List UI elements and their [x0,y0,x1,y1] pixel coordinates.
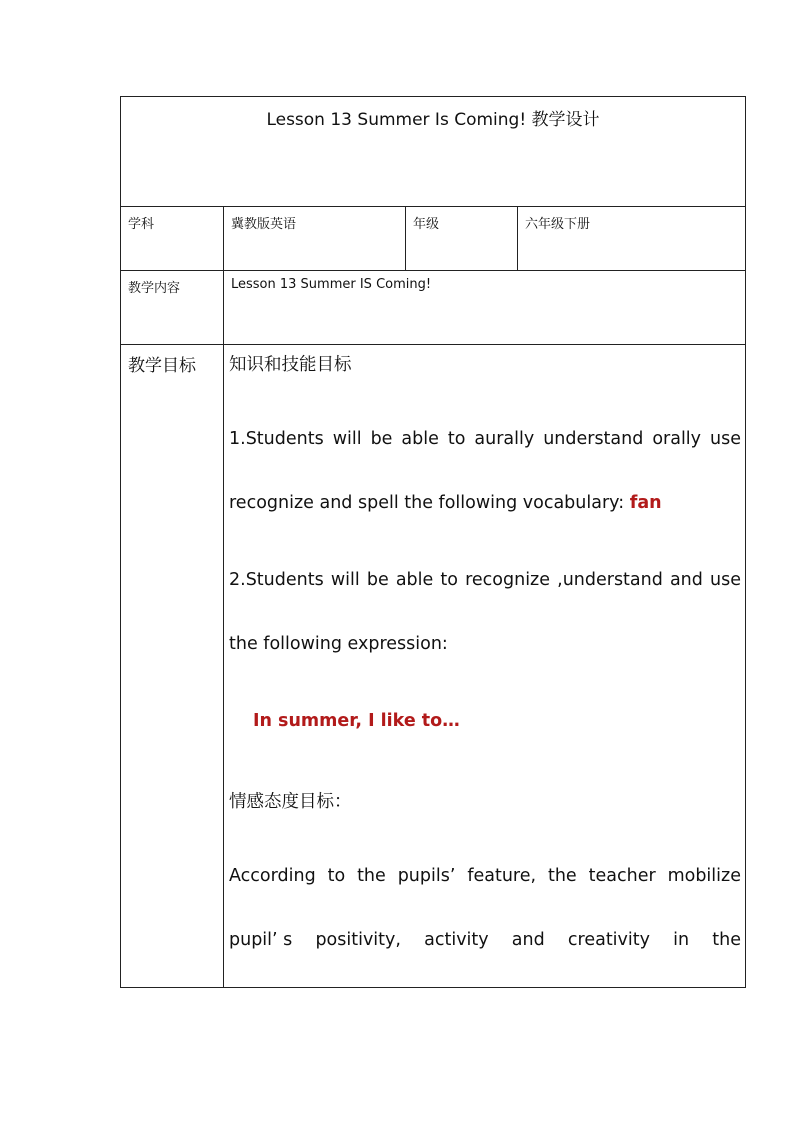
vocabulary-intro: recognize and spell the following vocabulary: [229,493,630,513]
emotion-heading: 情感态度目标： [229,792,352,812]
word: orally [652,429,702,449]
word: According [229,866,316,886]
word: and [669,570,703,590]
word: use [710,570,741,590]
goal-item2-line2: the following expression: [229,634,448,654]
word: pupils’ [397,866,456,886]
word: and [511,930,545,950]
word: recognize [465,570,551,590]
grade-value: 六年级下册 [517,207,745,270]
goal-label: 教学目标 [128,356,196,376]
content-value: Lesson 13 Summer IS Coming! [223,271,745,344]
goal-item2-line1 [229,570,741,590]
word: to [440,570,458,590]
word: use [710,429,741,449]
word: feature, [467,866,537,886]
document-title: Lesson 13 Summer Is Coming! 教学设计 [266,110,600,130]
word: be [370,429,393,449]
word: creativity [567,930,650,950]
word: 1.Students [229,429,324,449]
word: be [366,570,389,590]
word: the [547,866,577,886]
content-row [121,271,745,345]
grade-label: 年级 [405,207,517,270]
word: able [395,570,434,590]
lesson-plan-table [120,96,746,988]
vocabulary-word: fan [629,493,662,513]
target-expression: In summer, I like to… [253,711,460,731]
word: will [332,429,362,449]
word: aurally [474,429,535,449]
word: will [330,570,360,590]
word: mobilize [667,866,741,886]
word: teacher [588,866,656,886]
subject-row [121,207,745,271]
word: to [447,429,466,449]
word: positivity, [315,930,401,950]
subject-value: 冀教版英语 [223,207,405,270]
goals-row [121,345,745,987]
word: pupil’ s [229,930,293,950]
word: able [401,429,439,449]
emotion-line1 [229,866,741,886]
word: in [673,930,690,950]
word: activity [424,930,489,950]
word: to [327,866,346,886]
emotion-line2 [229,930,741,950]
word: the [712,930,741,950]
content-label: 教学内容 [128,281,181,296]
word: ,understand [557,570,663,590]
word: 2.Students [229,570,324,590]
word: the [357,866,386,886]
subject-label: 学科 [128,217,155,232]
goal-item1-line1 [229,429,741,449]
goal-item1-line2 [229,493,741,513]
title-row [121,97,745,207]
knowledge-heading: 知识和技能目标 [229,355,352,375]
word: understand [543,429,644,449]
